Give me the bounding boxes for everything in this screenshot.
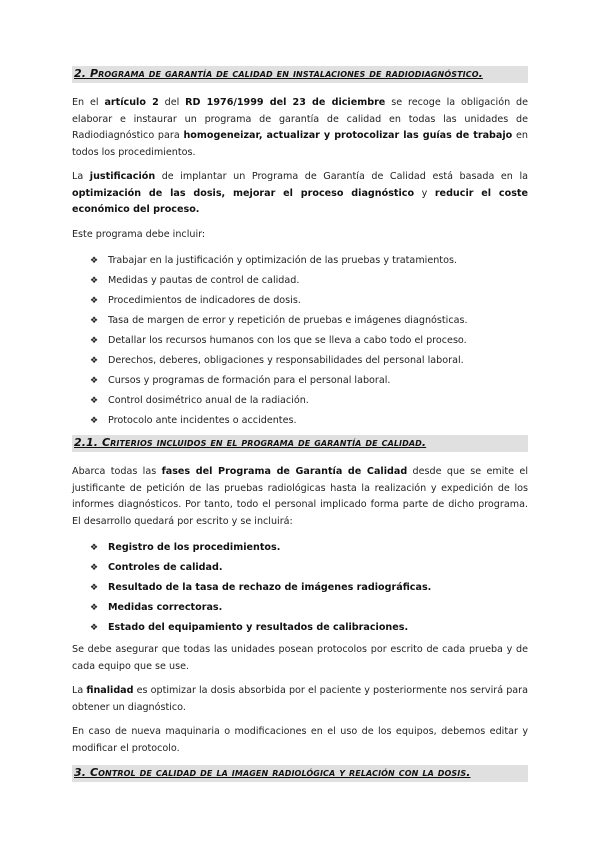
section-2-1-paragraph-1: Abarca todas las fases del Programa de Garantía de Calidad desde que se emite el justificante de petición de las pruebas radiológicas hasta la realización y expedición de los informes diagnósticos. Por tanto, todo el personal implicado forma parte de dicho programa. El desarrollo quedará por escrito y se incluirá:: [72, 466, 528, 527]
list-item: ❖ Resultado de la tasa de rechazo de imágenes radiográficas.: [90, 578, 528, 598]
diamond-bullet-icon: ❖: [90, 316, 99, 326]
list-item: ❖ Controles de calidad.: [90, 558, 528, 578]
list-item: ❖ Medidas y pautas de control de calidad.: [90, 271, 528, 291]
diamond-bullet-icon: ❖: [90, 396, 99, 406]
diamond-bullet-icon: ❖: [90, 583, 99, 593]
list-item: ❖ Estado del equipamiento y resultados de calibraciones.: [90, 618, 528, 638]
document-page: [72, 66, 528, 794]
diamond-bullet-icon: ❖: [90, 356, 99, 366]
section-2-1-paragraph-4: En caso de nueva maquinaria o modificaciones en el uso de los equipos, debemos editar y modificar el protocolo.: [72, 726, 528, 754]
diamond-bullet-icon: ❖: [90, 296, 99, 306]
list-item: ❖ Registro de los procedimientos.: [90, 538, 528, 558]
section-2-1-paragraph-3: La finalidad es optimizar la dosis absorbida por el paciente y posteriormente nos servirá para obtener un diagnóstico.: [72, 685, 528, 713]
diamond-bullet-icon: ❖: [90, 416, 99, 426]
section-2-1-bullet-list: [72, 538, 528, 638]
list-item: ❖ Tasa de margen de error y repetición de pruebas e imágenes diagnósticas.: [90, 311, 528, 331]
list-item: ❖ Medidas correctoras.: [90, 598, 528, 618]
list-item: ❖ Derechos, deberes, obligaciones y responsabilidades del personal laboral.: [90, 351, 528, 371]
section-2-paragraph-1: En el artículo 2 del RD 1976/1999 del 23 de diciembre se recoge la obligación de elaborar e instaurar un programa de garantía de calidad en todas las unidades de Radiodiagnóstico para homogeneizar, actualizar y protocolizar las guías de trabajo en todos los procedimientos.: [72, 97, 529, 158]
list-item: ❖ Control dosimétrico anual de la radiación.: [90, 391, 528, 411]
list-item: ❖ Protocolo ante incidentes o accidentes.: [90, 411, 528, 431]
list-item: ❖ Procedimientos de indicadores de dosis.: [90, 291, 528, 311]
diamond-bullet-icon: ❖: [90, 336, 99, 346]
section-2-paragraph-3: Este programa debe incluir:: [72, 228, 206, 240]
list-item: ❖ Detallar los recursos humanos con los que se lleva a cabo todo el proceso.: [90, 331, 528, 351]
diamond-bullet-icon: ❖: [90, 543, 99, 553]
section-2-1-heading: 2.1. Criterios incluidos en el programa de garantía de calidad.: [72, 435, 528, 452]
section-2-1-paragraph-2: Se debe asegurar que todas las unidades posean protocolos por escrito de cada prueba y de cada equipo que se use.: [72, 644, 528, 672]
list-item: ❖ Cursos y programas de formación para el personal laboral.: [90, 371, 528, 391]
diamond-bullet-icon: ❖: [90, 256, 99, 266]
diamond-bullet-icon: ❖: [90, 376, 99, 386]
diamond-bullet-icon: ❖: [90, 563, 99, 573]
diamond-bullet-icon: ❖: [90, 603, 99, 613]
section-2-paragraph-2: La justificación de implantar un Programa de Garantía de Calidad está basada en la optimización de las dosis, mejorar el proceso diagnóstico y reducir el coste económico del proceso.: [72, 171, 528, 215]
section-3-heading: 3. Control de calidad de la imagen radiológica y relación con la dosis.: [72, 765, 528, 782]
list-item: ❖ Trabajar en la justificación y optimización de las pruebas y tratamientos.: [90, 251, 528, 271]
diamond-bullet-icon: ❖: [90, 623, 99, 633]
section-2-bullet-list: [72, 251, 528, 431]
section-2-heading: 2. Programa de garantía de calidad en instalaciones de radiodiagnóstico.: [72, 66, 528, 83]
diamond-bullet-icon: ❖: [90, 276, 99, 286]
